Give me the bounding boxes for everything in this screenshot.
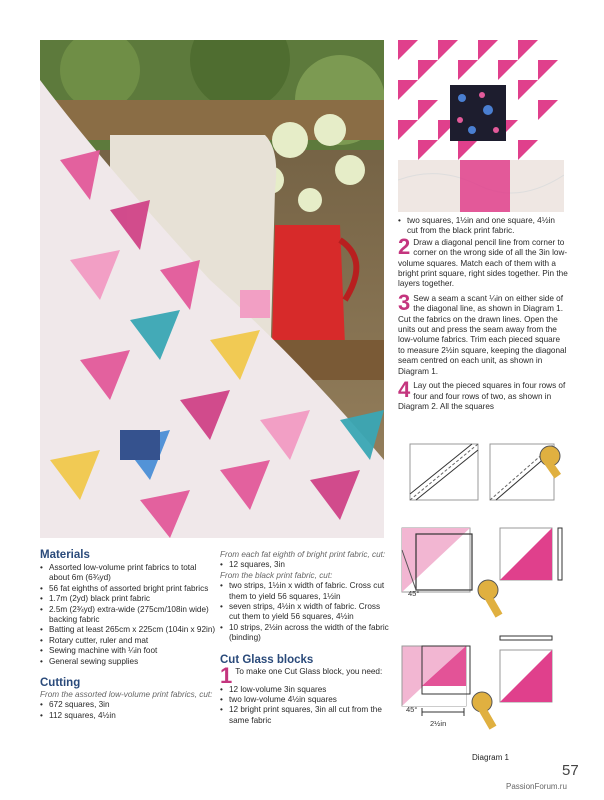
- page-number: 57: [562, 762, 579, 779]
- step-text: Lay out the pieced squares in four rows of four and four rows of two, as shown in Diagram 2. All the squares: [398, 381, 566, 411]
- list-item: • 1.7m (2yd) black print fabric: [40, 594, 216, 604]
- cutting-low-volume-intro: From the assorted low-volume print fabrics, cut:: [40, 690, 213, 700]
- materials-heading: Materials: [40, 549, 90, 561]
- list-item: • 12 bright print squares, 3in all cut from the same fabric: [220, 705, 390, 726]
- step-number: 1: [220, 662, 233, 688]
- list-item: • seven strips, 4½in x width of fabric. Cross cut them to yield 56 squares, 4½in: [220, 602, 390, 623]
- angle-label-45-bottom: 45°: [406, 705, 418, 714]
- quilt-photo-main: [40, 40, 384, 538]
- list-item: • 12 squares, 3in: [220, 560, 390, 570]
- list-item: • Batting at least 265cm x 225cm (104in x 92in): [40, 625, 216, 635]
- black-fabric-list: [398, 216, 568, 237]
- list-item: • 672 squares, 3in: [40, 700, 216, 710]
- cutting-fat-eighth-list: [220, 560, 390, 570]
- diagram-caption: Diagram 1: [472, 753, 509, 762]
- cutting-black-intro: From the black print fabric, cut:: [220, 570, 333, 580]
- dimension-label: 2½in: [430, 719, 447, 728]
- step-4: [398, 377, 568, 412]
- diagram-1: [398, 440, 570, 770]
- angle-label-45-top: 45°: [408, 589, 420, 598]
- list-item: • two squares, 1½in and one square, 4½in cut from the black print fabric.: [398, 216, 568, 237]
- diagram-trimmed-square-mid: [500, 528, 562, 580]
- list-item: • two strips, 1½in x width of fabric. Cross cut them to yield 56 squares, 1½in: [220, 581, 390, 602]
- watermark: PassionForum.ru: [506, 782, 567, 791]
- step-number: 2: [398, 233, 411, 259]
- diagram-sewn-square-left: [410, 444, 478, 500]
- step-text: Sew a seam a scant ¼in on either side of the diagonal line, as shown in Diagram 1. Cut the fabrics on the drawn lines. Open the units out and press the seam away from the low-volume fabrics. Trim each pieced square to measure 2½in square, keeping the diagonal seam centred on each unit, as shown in Diagram 1.: [398, 293, 567, 376]
- diagram-half-square-bottom: [402, 646, 496, 730]
- cutting-black-list: [220, 581, 390, 643]
- list-item: • two low-volume 4½in squares: [220, 695, 390, 705]
- step-2: [398, 233, 568, 290]
- list-item: • 2.5m (2¾yd) extra-wide (275cm/108in wide) backing fabric: [40, 605, 216, 626]
- list-item: • Assorted low-volume print fabrics to total about 6m (6¾yd): [40, 563, 216, 584]
- diagram-trimmed-square-bottom: [500, 636, 552, 702]
- step-number: 4: [398, 377, 411, 403]
- step-1: [220, 662, 390, 688]
- cutting-heading: Cutting: [40, 677, 81, 690]
- quilt-block-photo: [398, 40, 564, 212]
- list-item: • 112 squares, 4½in: [40, 711, 216, 721]
- list-item: • 10 strips, 2½in across the width of the fabric (binding): [220, 623, 390, 644]
- right-column: [398, 216, 568, 412]
- diagram-sewn-square-right: [490, 444, 561, 500]
- diagram-half-square-left: [402, 528, 502, 618]
- list-item: • 12 low-volume 3in squares: [220, 685, 390, 695]
- list-item: • 56 fat eighths of assorted bright print fabrics: [40, 584, 216, 594]
- left-column: [40, 548, 216, 721]
- cutting-low-volume-list: [40, 700, 216, 721]
- middle-column: [220, 550, 390, 726]
- step-text: Draw a diagonal pencil line from corner to corner on the wrong side of all the 3in low-volume squares. Match each of them with a bright print square, right sides together. Pin the layers together.: [398, 237, 568, 289]
- materials-list: [40, 563, 216, 667]
- cutting-fat-eighth-intro: From each fat eighth of bright print fabric, cut:: [220, 550, 386, 559]
- list-item: • Sewing machine with ¼in foot: [40, 646, 216, 656]
- cut-glass-heading: Cut Glass blocks: [220, 653, 314, 666]
- step-text: To make one Cut Glass block, you need:: [235, 666, 383, 676]
- step-3: [398, 289, 568, 377]
- cut-glass-list: [220, 685, 390, 727]
- list-item: • Rotary cutter, ruler and mat: [40, 636, 216, 646]
- step-number: 3: [398, 289, 411, 315]
- list-item: • General sewing supplies: [40, 657, 216, 667]
